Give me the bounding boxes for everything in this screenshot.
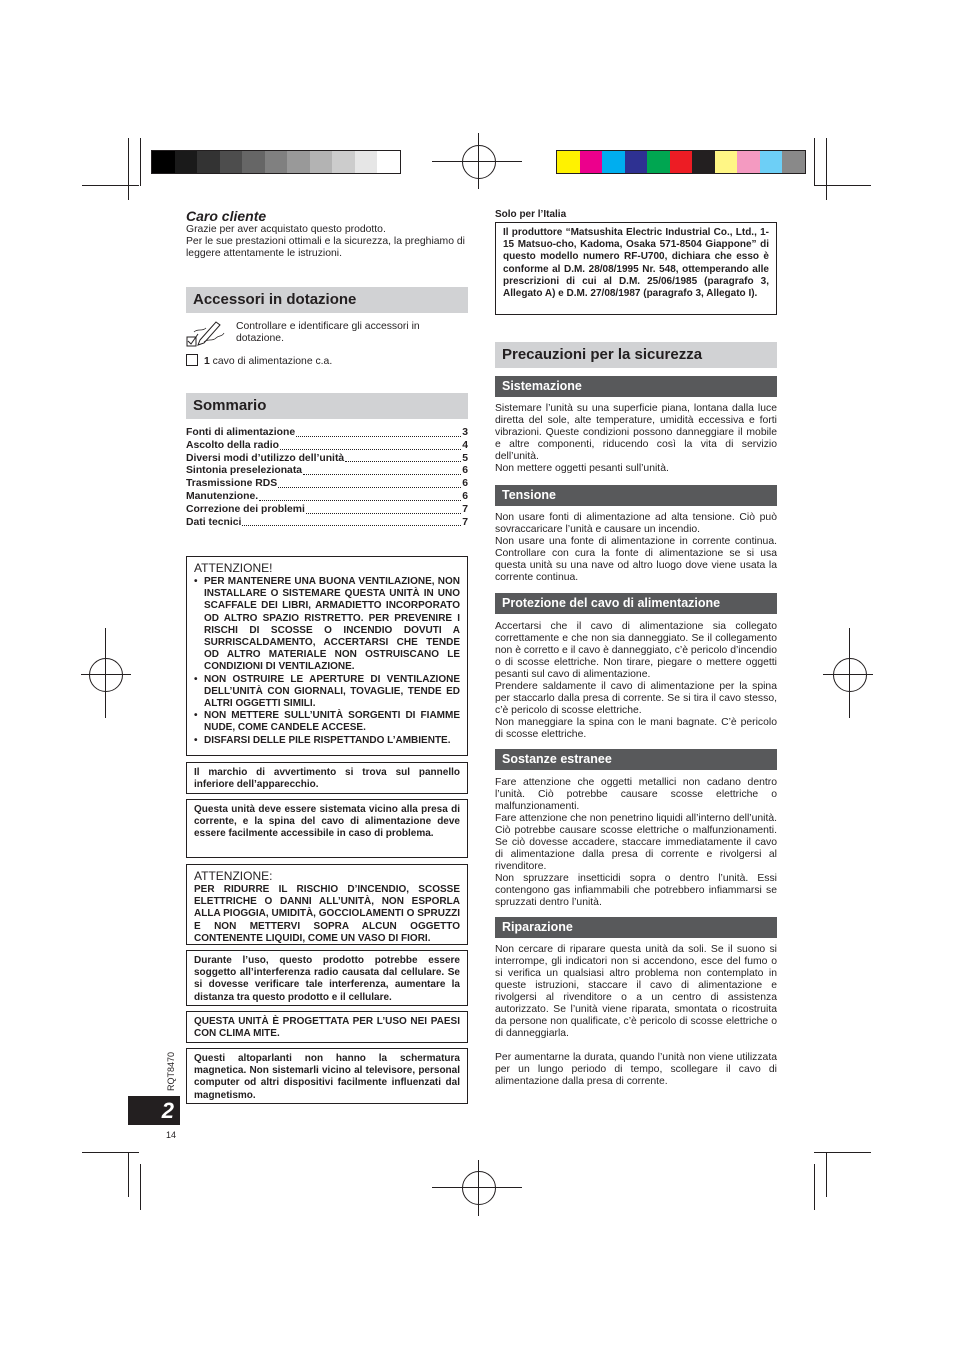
- intro-section: [186, 208, 468, 260]
- toc-page: 7: [462, 503, 468, 515]
- toc-page: 5: [462, 452, 468, 464]
- toc-page: 7: [462, 516, 468, 528]
- italia-text: Il produttore “Matsushita Electric Industrial Co., Ltd., 1-15 Matsuo-cho, Kadoma, Osaka 571-8504 Giappone” di questo modello numero RF-U700, dichiara che esso è conforme al D.M. 28/08/1995 Nr. 548, ottemperando alle prescrizioni di cui al D.M. 25/06/1985 (paragrafo 3, Allegato A) e D.M. 27/08/1987 (paragrafo 3, Allegato I).: [503, 227, 769, 300]
- toc-page: 3: [462, 427, 468, 438]
- sistemazione-text1: Sistemare l’unità su una superficie piana, lontana dalla luce diretta del sole, alte temperature, umidità eccessiva e forti vibrazioni. Queste condizioni possono danneggiare il mobile e altre componenti, riducendo così la vita di servizio dell’unità.: [495, 403, 777, 462]
- table-of-contents: [186, 427, 468, 529]
- italia-box: [495, 222, 777, 315]
- checkbox-icon: [186, 354, 198, 366]
- tensione-text1: Non usare fonti di alimentazione ad alta tensione. Ciò può sovraccaricare l’unità e causare un incendio.: [495, 512, 777, 535]
- model-code: RQT8470: [166, 1051, 176, 1091]
- toc-leader: [345, 453, 461, 463]
- gray-swatch: [310, 151, 333, 173]
- accessori-heading: Accessori in dotazione: [186, 287, 468, 313]
- marchio-box: [186, 762, 468, 794]
- toc-row: [186, 491, 468, 504]
- toc-row: [186, 478, 468, 491]
- accessori-item: [186, 354, 468, 368]
- toc-label: Ascolto della radio: [186, 439, 279, 451]
- color-calibration-bar: [556, 150, 806, 174]
- estranee-section: [495, 777, 777, 909]
- altoparlanti-box: [186, 1048, 468, 1104]
- toc-page: 6: [462, 490, 468, 502]
- estranee-text3: Non spruzzare insetticidi sopra o dentro l’unità. Essi contengono gas infiammabili che potrebbero infiammarsi se spruzzati dentro l’unità.: [495, 873, 777, 908]
- toc-row: [186, 465, 468, 478]
- page-number-tab: [128, 1096, 180, 1125]
- cavo-text1: Accertarsi che il cavo di alimentazione sia collegato correttamente e che non sia danneggiato. Se il collegamento non è corretto e il cavo è danneggiato, c’è pericolo d’incendio o di scosse elettriche. Non tirare, piegare o mettere oggetti pesanti sul cavo di alimentazione.: [495, 621, 777, 680]
- color-swatch: [580, 151, 603, 173]
- sistemazione-text2: Non mettere oggetti pesanti sull’unità.: [495, 463, 669, 474]
- intro-line2: Per le sue prestazioni ottimali e la sicurezza, la preghiamo di leggere attentamente le istruzioni.: [186, 236, 465, 259]
- gray-swatch: [152, 151, 175, 173]
- attenzione-list-item: • PER MANTENERE UNA BUONA VENTILAZIONE, NON INSTALLARE O SISTEMARE QUESTA UNITÀ IN UNO SCAFFALE DEI LIBRI, ARMADIETTO INCORPORATO OD ALTRO SPAZIO RISTRETTO. PER PREVENIRE I RISCHI DI SCOSSE O INCENDIO DOVUTI A SURRISCALDAMENTO, ACCERTARSI CHE TENDE OD ALTRO MATERIALE NON OSTRUISCANO LE CONDIZIONI DI VENTILAZIONE.: [194, 576, 460, 674]
- tensione-text2: Non usare una fonte di alimentazione in corrente continua. Controllare con cura la fonte di alimentazione se si usa questa unità su una nave od altro luogo dove viene usata la corrente continua.: [495, 536, 777, 583]
- attenzione-box-2: [186, 864, 468, 945]
- color-swatch: [737, 151, 760, 173]
- toc-leader: [303, 465, 461, 475]
- cellulare-text: Durante l’uso, questo prodotto potrebbe essere soggetto all’interferenza radio causata dal cellulare. Se si dovesse verificare tale interferenza, aumentare la distanza tra questo prodotto e il cellulare.: [194, 955, 460, 1003]
- altoparlanti-text: Questi altoparlanti non hanno la schermatura magnetica. Non sistemarli vicino al televisore, personal computer od altri dispositivi facilmente influenzati dal magnetismo.: [194, 1053, 460, 1101]
- gray-swatch: [220, 151, 243, 173]
- toc-label: Diversi modi d’utilizzo dell’unità: [186, 452, 345, 464]
- sistemazione-section: [495, 403, 777, 475]
- color-swatch: [760, 151, 783, 173]
- attenzione-title-2: ATTENZIONE:: [194, 869, 273, 883]
- toc-label: Trasmissione RDS: [186, 478, 278, 490]
- gray-swatch: [332, 151, 355, 173]
- toc-leader: [278, 478, 461, 488]
- precauzioni-heading: Precauzioni per la sicurezza: [495, 342, 777, 368]
- color-swatch: [782, 151, 805, 173]
- toc-label: Fonti di alimentazione: [186, 427, 296, 438]
- toc-row: [186, 517, 468, 530]
- toc-page: 6: [462, 465, 468, 477]
- toc-leader: [296, 427, 461, 437]
- toc-label: Dati tecnici: [186, 516, 242, 528]
- toc-row: [186, 440, 468, 453]
- attenzione-list-item: • NON METTERE SULL’UNITÀ SORGENTI DI FIAMME NUDE, COME CANDELE ACCESE.: [194, 710, 460, 734]
- clima-box: [186, 1011, 468, 1043]
- attenzione-list: [194, 576, 460, 747]
- sistemazione-heading: Sistemazione: [495, 376, 777, 397]
- color-swatch: [692, 151, 715, 173]
- presa-text: Questa unità deve essere sistemata vicino alla presa di corrente, e la spina del cavo di alimentazione deve essere facilmente accessibile in caso di problema.: [194, 804, 460, 840]
- color-swatch: [647, 151, 670, 173]
- gray-swatch: [242, 151, 265, 173]
- gray-swatch: [287, 151, 310, 173]
- gray-swatch: [265, 151, 288, 173]
- sommario-heading: Sommario: [186, 393, 468, 419]
- riparazione-text1: Non cercare di riparare questa unità da soli. Se il suono si interrompe, gli indicatori non si accendono, esce del fumo o si verifica un qualsiasi altro problema non contemplato in queste istruzioni, staccare il cavo di alimentazione e rivolgersi al rivenditore o a un centro di assistenza autorizzato. Se l’unità viene riparata, smontata o ricostruita da persone non qualificate, c’è pericolo di scosse elettriche o di danneggiarla.: [495, 944, 777, 1039]
- grayscale-calibration-bar: [151, 150, 401, 174]
- attenzione-box-1: [186, 556, 468, 756]
- gray-swatch: [175, 151, 198, 173]
- tensione-section: [495, 512, 777, 584]
- gray-swatch: [355, 151, 378, 173]
- color-swatch: [602, 151, 625, 173]
- estranee-heading: Sostanze estranee: [495, 749, 777, 770]
- cavo-text2: Prendere saldamente il cavo di alimentazione per la spina per staccarlo dalla presa di corrente. Se si tira il cavo stesso, c’è pericolo di scosse elettriche.: [495, 681, 777, 716]
- cellulare-box: [186, 950, 468, 1006]
- estranee-text1: Fare attenzione che oggetti metallici non cadano dentro l’unità. Ciò potrebbe causare scosse elettriche o malfunzionamenti.: [495, 777, 777, 812]
- accessori-item-label: cavo di alimentazione c.a.: [209, 356, 333, 367]
- toc-leader: [242, 517, 461, 527]
- color-swatch: [625, 151, 648, 173]
- page-number: 2: [161, 1098, 174, 1123]
- cavo-heading: Protezione del cavo di alimentazione: [495, 593, 777, 614]
- accessori-item-qty: 1: [204, 356, 210, 367]
- riparazione-heading: Riparazione: [495, 917, 777, 938]
- toc-label: Manutenzione.: [186, 490, 259, 502]
- tensione-heading: Tensione: [495, 485, 777, 506]
- attenzione-list-item: • DISFARSI DELLE PILE RISPETTANDO L’AMBIENTE.: [194, 735, 460, 747]
- toc-row: [186, 427, 468, 440]
- toc-row: [186, 453, 468, 466]
- color-swatch: [557, 151, 580, 173]
- riparazione-text2: Per aumentarne la durata, quando l’unità non viene utilizzata per un lungo periodo di tempo, scollegare il cavo di alimentazione dalla presa di corrente.: [495, 1052, 777, 1087]
- intro-title: Caro cliente: [186, 208, 267, 224]
- toc-leader: [259, 491, 461, 501]
- toc-label: Correzione dei problemi: [186, 503, 305, 515]
- gray-swatch: [377, 151, 400, 173]
- estranee-text2: Fare attenzione che non penetrino liquidi all’interno dell’unità. Ciò potrebbe causare scosse elettriche o malfunzionamenti. Se ciò dovesse accadere, staccare immediatamente il cavo di alimentazione dalla presa di corrente e rivolgersi al rivenditore.: [495, 813, 777, 872]
- toc-leader: [280, 440, 461, 450]
- presa-box: [186, 799, 468, 858]
- italia-label: Solo per l’Italia: [495, 209, 567, 220]
- toc-page: 4: [462, 439, 468, 451]
- attenzione-list-item: • NON OSTRUIRE LE APERTURE DI VENTILAZIONE DELL’UNITÀ CON GIORNALI, TOVAGLIE, TENDE ED ALTRI OGGETTI SIMILI.: [194, 674, 460, 711]
- toc-row: [186, 504, 468, 517]
- toc-label: Sintonia preselezionata: [186, 465, 303, 477]
- accessori-note-icon: [186, 318, 226, 348]
- cavo-section: [495, 621, 777, 741]
- toc-leader: [306, 504, 461, 514]
- toc-page: 6: [462, 478, 468, 490]
- accessori-note: Controllare e identificare gli accessori in dotazione.: [236, 321, 420, 344]
- gray-swatch: [197, 151, 220, 173]
- attenzione-title-1: ATTENZIONE!: [194, 561, 273, 575]
- color-swatch: [715, 151, 738, 173]
- print-page-number: 14: [166, 1130, 177, 1140]
- riparazione-section: [495, 944, 777, 1088]
- marchio-text: Il marchio di avvertimento si trova sul pannello inferiore dell’apparecchio.: [194, 767, 460, 791]
- clima-text: QUESTA UNITÀ È PROGETTATA PER L’USO NEI PAESI CON CLIMA MITE.: [194, 1016, 460, 1040]
- cavo-text3: Non maneggiare la spina con le mani bagnate. C’è pericolo di scosse elettriche.: [495, 717, 777, 740]
- color-swatch: [670, 151, 693, 173]
- intro-line1: Grazie per aver acquistato questo prodotto.: [186, 224, 386, 235]
- attenzione-text-2: PER RIDURRE IL RISCHIO D’INCENDIO, SCOSSE ELETTRICHE O DANNI ALL’UNITÀ, NON ESPORLA ALLA PIOGGIA, UMIDITÀ, GOCCIOLAMENTI O SPRUZZI E NON METTERVI SOPRA ALCUN OGGETTO CONTENENTE LIQUIDI, COME UN VASO DI FIORI.: [194, 884, 460, 944]
